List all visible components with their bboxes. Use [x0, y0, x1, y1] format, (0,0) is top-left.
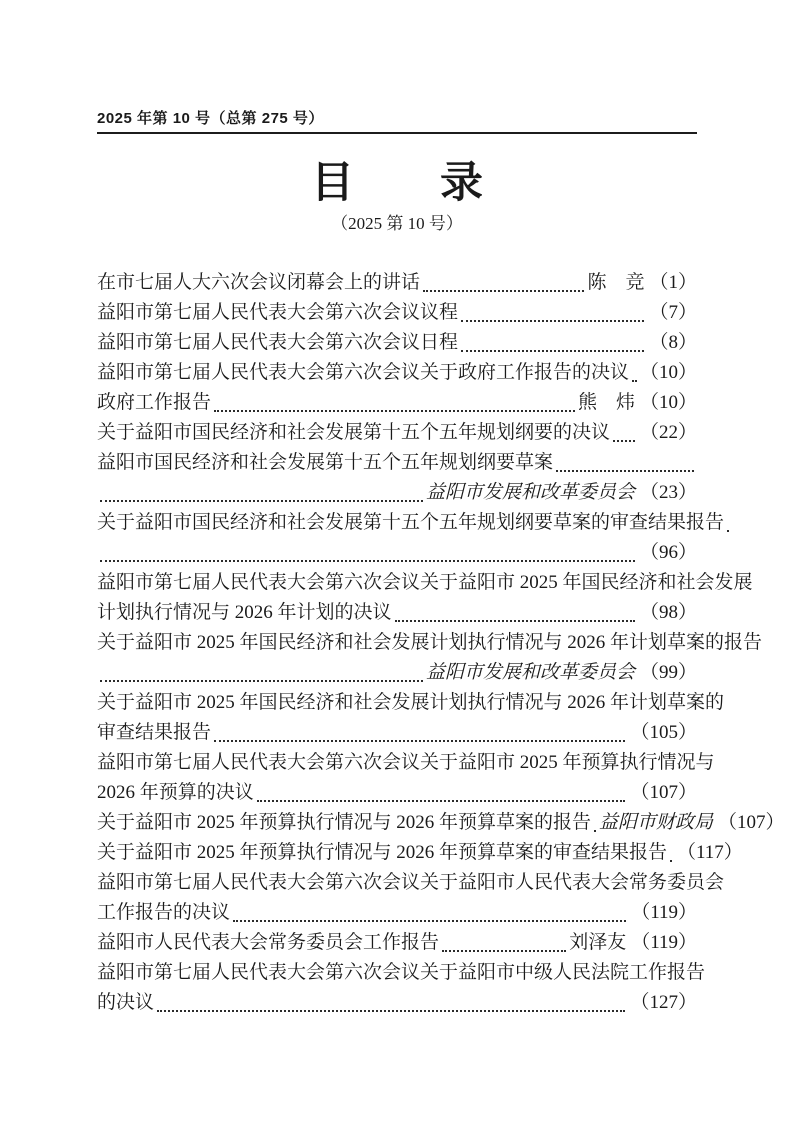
- toc-line: [97, 298, 697, 328]
- toc-line: [97, 418, 697, 448]
- toc-line: [97, 568, 753, 598]
- toc-entry-author: 益阳市发展和改革委员会: [425, 482, 635, 503]
- page-number: （105）: [630, 722, 697, 743]
- page-number: （7）: [649, 302, 697, 323]
- toc-entry-title: 2026 年预算的决议: [97, 782, 254, 803]
- page-number: （96）: [639, 542, 697, 563]
- page-number: （127）: [630, 992, 697, 1013]
- toc-line: [97, 868, 725, 898]
- toc-line: [97, 388, 697, 418]
- issue-number: 2025 年第 10 号（总第 275 号）: [97, 110, 324, 127]
- dot-leader: [254, 778, 629, 808]
- dot-leader: [553, 448, 697, 478]
- toc-entry-title: 益阳市第七届人民代表大会第六次会议关于政府工作报告的决议: [97, 362, 630, 383]
- dot-leader: [439, 928, 569, 958]
- toc-entry-title: 益阳市第七届人民代表大会第六次会议关于益阳市人民代表大会常务委员会: [97, 872, 725, 893]
- toc-entry-title: 在市七届人大六次会议闭幕会上的讲话: [97, 272, 421, 293]
- issue-header: [97, 109, 697, 134]
- page-number: （119）: [631, 902, 697, 923]
- toc-line: [97, 268, 697, 298]
- dot-leader: [154, 988, 628, 1018]
- toc-line-continuation: [97, 718, 697, 748]
- dot-leader: [629, 358, 638, 388]
- toc-entry-title: 的决议: [97, 992, 155, 1013]
- toc-entry-title: 关于益阳市国民经济和社会发展第十五个五年规划纲要的决议: [97, 422, 611, 443]
- page-number: （8）: [649, 332, 697, 353]
- toc-line: [97, 928, 697, 958]
- toc-line: [97, 688, 725, 718]
- toc-line: [97, 358, 697, 388]
- toc-entry-title: 益阳市人民代表大会常务委员会工作报告: [97, 932, 440, 953]
- dot-leader: [97, 538, 638, 568]
- dot-leader: [230, 898, 629, 928]
- toc-entry-title: 政府工作报告: [97, 392, 212, 413]
- toc-entry-title: 益阳市第七届人民代表大会第六次会议日程: [97, 332, 459, 353]
- toc-line: [97, 328, 697, 358]
- dot-leader: [724, 508, 732, 538]
- toc-line-continuation: [97, 988, 697, 1018]
- dot-leader: [211, 718, 628, 748]
- toc-entry-title: 关于益阳市 2025 年国民经济和社会发展计划执行情况与 2026 年计划草案的报告: [97, 632, 763, 653]
- page-number: （99）: [639, 662, 697, 683]
- toc-line: [97, 838, 743, 868]
- toc-entry-title: 关于益阳市国民经济和社会发展第十五个五年规划纲要草案的审查结果报告: [97, 512, 725, 533]
- page-number: （22）: [639, 422, 697, 443]
- toc-line-continuation: [97, 538, 697, 568]
- toc-entry-title: 关于益阳市 2025 年预算执行情况与 2026 年预算草案的审查结果报告: [97, 842, 668, 863]
- toc-entry-title: 关于益阳市 2025 年国民经济和社会发展计划执行情况与 2026 年计划草案的: [97, 692, 725, 713]
- dot-leader: [420, 268, 587, 298]
- toc-line: [97, 808, 785, 838]
- dot-leader: [211, 388, 578, 418]
- toc-entry-title: 审查结果报告: [97, 722, 212, 743]
- page-number: （119）: [631, 932, 697, 953]
- page-number: （23）: [639, 482, 697, 503]
- toc-line-continuation: [97, 778, 697, 808]
- dot-leader: [458, 298, 647, 328]
- toc-entry-author: 益阳市财政局: [599, 812, 714, 833]
- toc-line: [97, 508, 725, 538]
- dot-leader: [591, 808, 599, 838]
- toc-entry-author: 陈 竞: [587, 272, 645, 293]
- toc-entry-title: 关于益阳市 2025 年预算执行情况与 2026 年预算草案的报告: [97, 812, 592, 833]
- dot-leader: [667, 838, 675, 868]
- toc-entry-title: 益阳市第七届人民代表大会第六次会议关于益阳市 2025 年预算执行情况与: [97, 752, 715, 773]
- page-number: （10）: [639, 362, 697, 383]
- toc-line-continuation: [97, 658, 697, 688]
- toc-line: [97, 448, 697, 478]
- toc-line-continuation: [97, 478, 697, 508]
- toc-entry-author: 刘泽友: [569, 932, 627, 953]
- page-number: （10）: [639, 392, 697, 413]
- toc-entry-title: 益阳市第七届人民代表大会第六次会议关于益阳市中级人民法院工作报告: [97, 962, 706, 983]
- toc-entry-title: 益阳市第七届人民代表大会第六次会议议程: [97, 302, 459, 323]
- toc-entry-author: 益阳市发展和改革委员会: [425, 662, 635, 683]
- dot-leader: [458, 328, 647, 358]
- dot-leader: [97, 658, 426, 688]
- dot-leader: [97, 478, 426, 508]
- toc-list: [97, 268, 785, 1018]
- toc-entry-title: 工作报告的决议: [97, 902, 231, 923]
- dot-leader: [392, 598, 638, 628]
- page-number: （107）: [630, 782, 697, 803]
- toc-line-continuation: [97, 598, 697, 628]
- toc-entry-author: 熊 炜: [577, 392, 635, 413]
- toc-line: [97, 958, 706, 988]
- toc-entry-title: 益阳市第七届人民代表大会第六次会议关于益阳市 2025 年国民经济和社会发展: [97, 572, 753, 593]
- toc-entry-title: 计划执行情况与 2026 年计划的决议: [97, 602, 392, 623]
- page-number: （107）: [718, 812, 785, 833]
- toc-line-continuation: [97, 898, 697, 928]
- page-number: （117）: [677, 842, 743, 863]
- toc-line: [97, 748, 715, 778]
- toc-entry-title: 益阳市国民经济和社会发展第十五个五年规划纲要草案: [97, 452, 554, 473]
- toc-issue-subtitle: （2025 第 10 号）: [331, 214, 463, 233]
- page-number: （98）: [639, 602, 697, 623]
- dot-leader: [610, 418, 638, 448]
- page-number: （1）: [649, 272, 697, 293]
- toc-title: 目 录: [311, 160, 483, 207]
- toc-line: [97, 628, 763, 658]
